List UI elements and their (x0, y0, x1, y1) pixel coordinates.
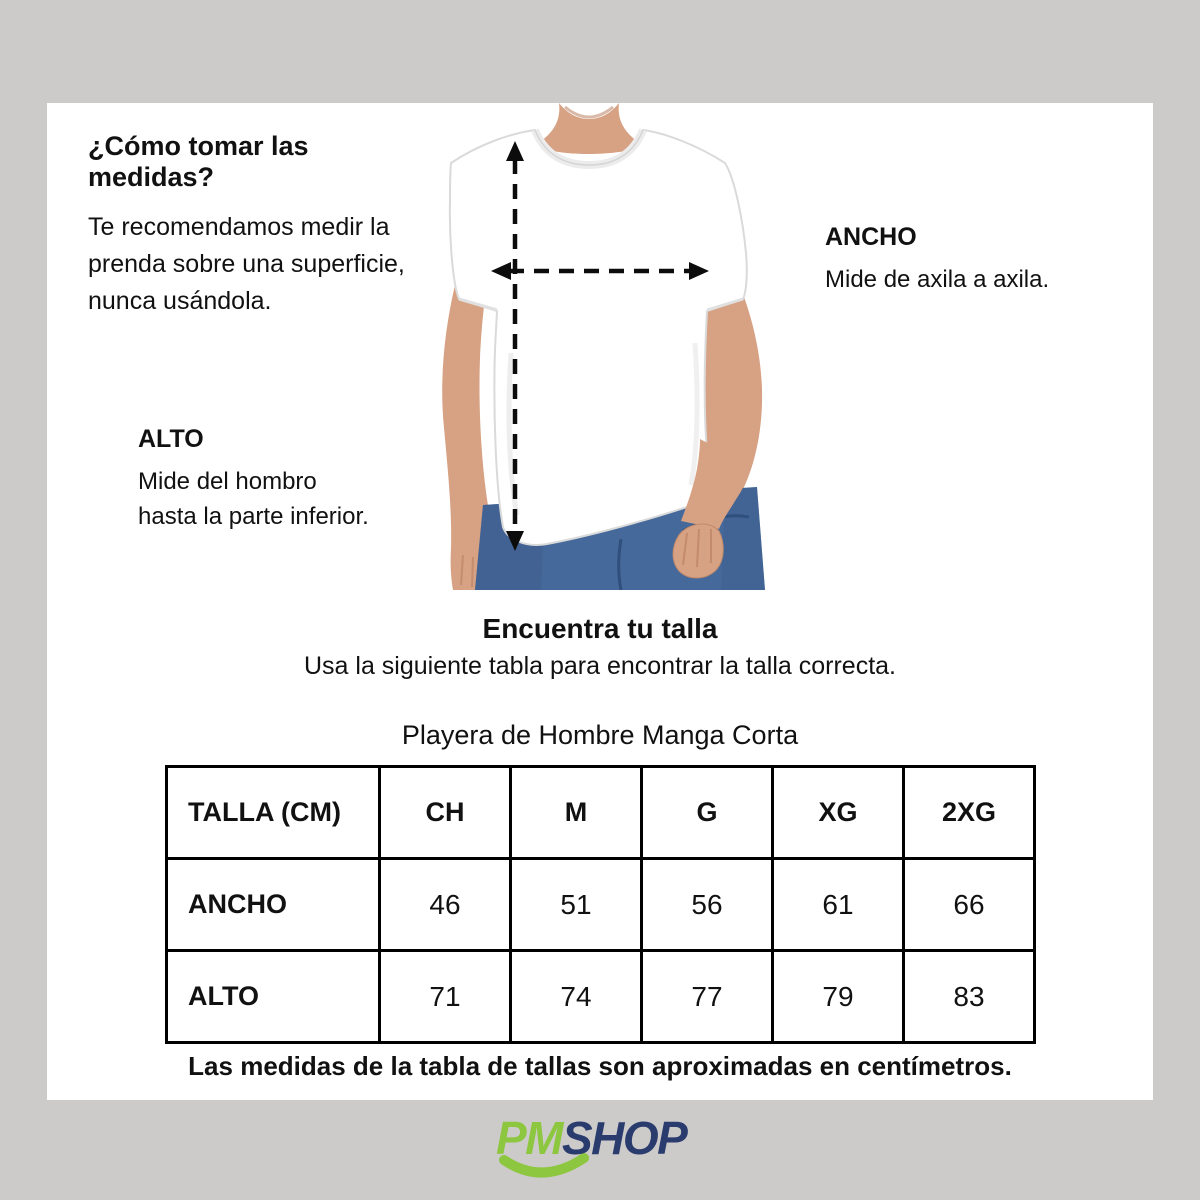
row-label-alto: ALTO (167, 951, 380, 1043)
logo-text-pm: PM (496, 1112, 562, 1164)
table-cell: 74 (511, 951, 642, 1043)
size-table-header-cell: 2XG (904, 767, 1035, 859)
how-to-line: Te recomendamos medir la (88, 213, 390, 241)
find-size-subtitle: Usa la siguiente tabla para encontrar la talla correcta. (304, 652, 896, 680)
pmshop-logo (490, 1110, 710, 1192)
how-to-line: nunca usándola. (88, 287, 272, 315)
how-to-measure-title: ¿Cómo tomar las medidas? (88, 131, 309, 192)
size-table-header-cell: G (642, 767, 773, 859)
model-photo (425, 103, 800, 590)
table-footnote: Las medidas de la tabla de tallas son aproximadas en centímetros. (188, 1051, 1012, 1081)
how-to-measure-text (88, 209, 438, 320)
table-cell: 46 (380, 859, 511, 951)
tshirt-model-illustration (425, 103, 800, 590)
height-note-line: Mide del hombro (138, 468, 317, 495)
size-table-header-cell: TALLA (CM) (167, 767, 380, 859)
logo-text-shop: SHOP (562, 1112, 687, 1164)
how-to-measure-block (88, 131, 438, 320)
row-label-ancho: ANCHO (167, 859, 380, 951)
table-row (167, 859, 1035, 951)
size-table-header-cell: M (511, 767, 642, 859)
logo-text (496, 1112, 688, 1164)
size-table (165, 765, 1036, 1044)
table-cell: 77 (642, 951, 773, 1043)
width-note-description: Mide de axila a axila. (825, 266, 1050, 293)
size-table-header-cell: XG (773, 767, 904, 859)
height-note-line: hasta la parte inferior. (138, 503, 369, 530)
table-cell: 66 (904, 859, 1035, 951)
table-cell: 61 (773, 859, 904, 951)
pmshop-logo-graphic (490, 1110, 710, 1192)
table-cell: 71 (380, 951, 511, 1043)
size-table-header-cell: CH (380, 767, 511, 859)
model-neck (535, 103, 643, 154)
table-row (167, 951, 1035, 1043)
how-to-line: prenda sobre una superficie, (88, 250, 405, 278)
size-guide-card (47, 103, 1153, 1100)
height-note-title: ALTO (138, 425, 204, 453)
size-table-header-row (167, 767, 1035, 859)
size-table-caption: Playera de Hombre Manga Corta (401, 720, 799, 750)
height-note-block (138, 425, 418, 534)
table-cell: 79 (773, 951, 904, 1043)
table-cell: 51 (511, 859, 642, 951)
width-note-title: ANCHO (825, 223, 917, 251)
table-cell: 56 (642, 859, 773, 951)
width-note-block (825, 223, 1135, 297)
find-size-title: Encuentra tu talla (482, 613, 718, 644)
table-cell: 83 (904, 951, 1035, 1043)
